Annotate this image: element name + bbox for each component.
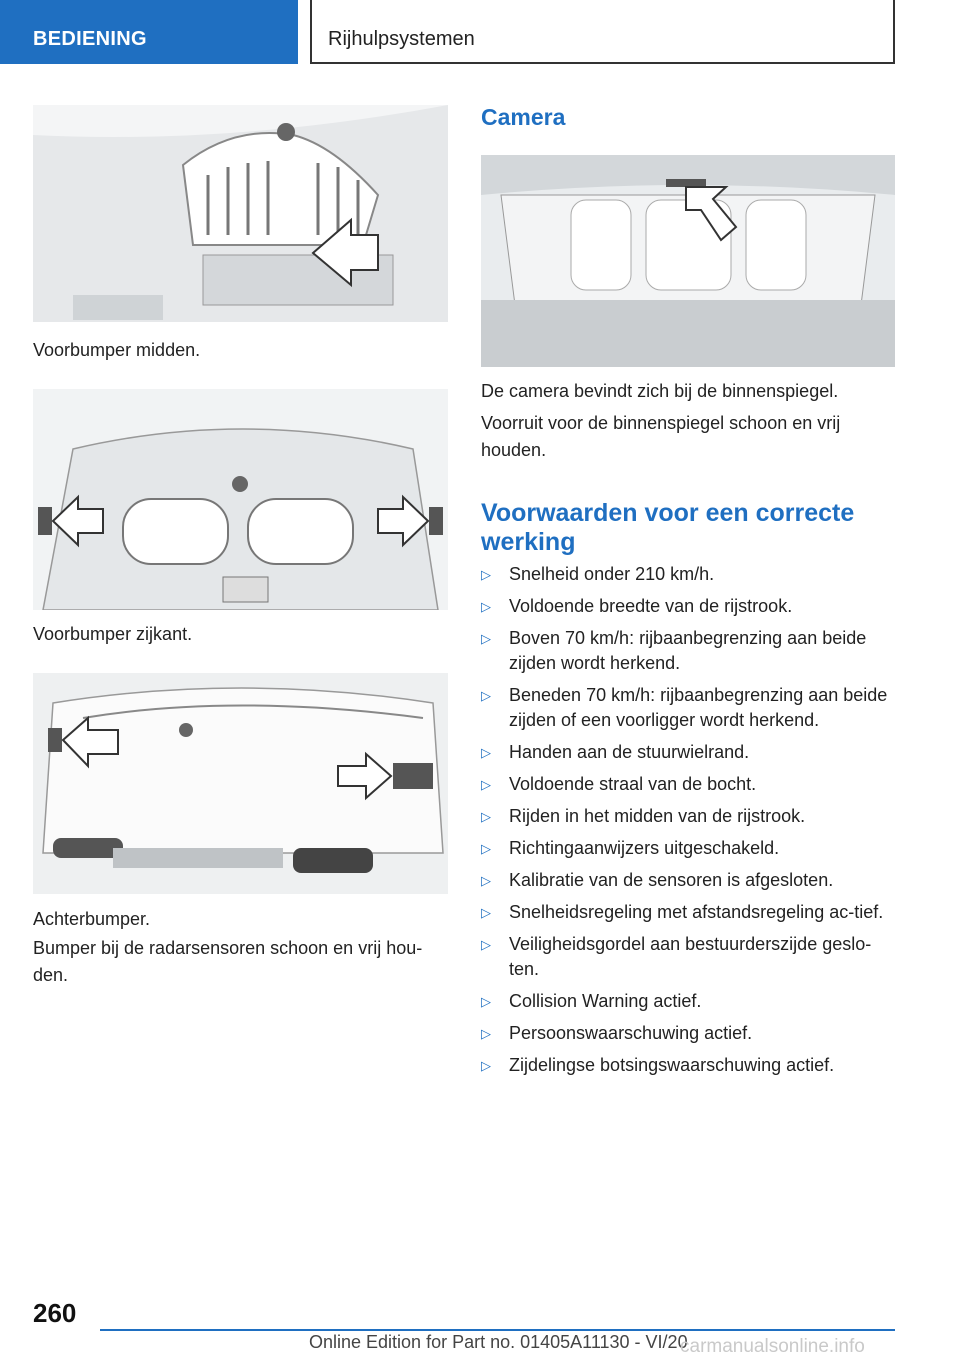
list-item: ▷ Snelheid onder 210 km/h. xyxy=(481,562,901,587)
list-item: ▷ Persoonswaarschuwing actief. xyxy=(481,1021,901,1046)
triangle-bullet-icon: ▷ xyxy=(481,745,491,760)
front-bumper-side-illustration xyxy=(33,389,448,610)
conditions-list xyxy=(481,562,901,1085)
caption-front-bumper-middle: Voorbumper midden. xyxy=(33,340,201,360)
list-item: ▷ Richtingaanwijzers uitgeschakeld. xyxy=(481,836,901,861)
camera-cleaning-text: Voorruit voor de binnenspiegel schoon en vrij houden. xyxy=(481,413,841,460)
camera-interior-illustration xyxy=(481,155,895,367)
triangle-bullet-icon: ▷ xyxy=(481,688,491,703)
triangle-bullet-icon: ▷ xyxy=(481,873,491,888)
triangle-bullet-icon: ▷ xyxy=(481,1058,491,1073)
triangle-bullet-icon: ▷ xyxy=(481,994,491,1009)
list-item: ▷ Zijdelingse botsingswaarschuwing actief. xyxy=(481,1053,901,1078)
watermark: carmanualsonline.info xyxy=(680,1336,865,1357)
triangle-bullet-icon: ▷ xyxy=(481,905,491,920)
caption-cleaning-note: Bumper bij de radarsensoren schoon en vrij hou-den. xyxy=(33,938,423,985)
rear-bumper-illustration xyxy=(33,673,448,894)
footer-divider xyxy=(100,1329,895,1331)
triangle-bullet-icon: ▷ xyxy=(481,599,491,614)
triangle-bullet-icon: ▷ xyxy=(481,777,491,792)
triangle-bullet-icon: ▷ xyxy=(481,937,491,952)
list-item: ▷ Snelheidsregeling met afstandsregeling ac-tief. xyxy=(481,900,901,925)
figure-front-bumper-side xyxy=(33,389,448,610)
list-item: ▷ Beneden 70 km/h: rijbaanbegrenzing aan beide zijden of een voorligger wordt herkend. xyxy=(481,685,888,730)
list-item: ▷ Voldoende breedte van de rijstrook. xyxy=(481,594,901,619)
caption-rear-bumper: Achterbumper. xyxy=(33,909,151,929)
triangle-bullet-icon: ▷ xyxy=(481,1026,491,1041)
list-item: ▷ Handen aan de stuurwielrand. xyxy=(481,740,901,765)
triangle-bullet-icon: ▷ xyxy=(481,841,491,856)
list-item: ▷ Boven 70 km/h: rijbaanbegrenzing aan beide zijden wordt herkend. xyxy=(481,628,867,673)
section-tab: BEDIENING xyxy=(0,0,298,64)
triangle-bullet-icon: ▷ xyxy=(481,567,491,582)
camera-location-text: De camera bevindt zich bij de binnenspiegel. xyxy=(481,381,839,401)
chapter-title: Rijhulpsystemen xyxy=(310,0,895,64)
list-item: ▷ Rijden in het midden van de rijstrook. xyxy=(481,804,901,829)
caption-front-bumper-side: Voorbumper zijkant. xyxy=(33,624,193,644)
front-bumper-middle-illustration xyxy=(33,105,448,322)
conditions-heading: Voorwaarden voor een correcte werking xyxy=(481,499,855,556)
list-item: ▷ Kalibratie van de sensoren is afgesloten. xyxy=(481,868,901,893)
figure-rear-bumper xyxy=(33,673,448,894)
list-item: ▷ Collision Warning actief. xyxy=(481,989,901,1014)
edition-text: Online Edition for Part no. 01405A11130 - VI/20 xyxy=(309,1332,688,1352)
triangle-bullet-icon: ▷ xyxy=(481,631,491,646)
page-number: 260 xyxy=(33,1298,77,1328)
camera-heading: Camera xyxy=(481,104,566,130)
list-item: ▷ Veiligheidsgordel aan bestuurderszijde geslo-ten. xyxy=(481,934,872,979)
figure-front-bumper-middle xyxy=(33,105,448,322)
figure-camera xyxy=(481,155,895,367)
triangle-bullet-icon: ▷ xyxy=(481,809,491,824)
list-item: ▷ Voldoende straal van de bocht. xyxy=(481,772,901,797)
